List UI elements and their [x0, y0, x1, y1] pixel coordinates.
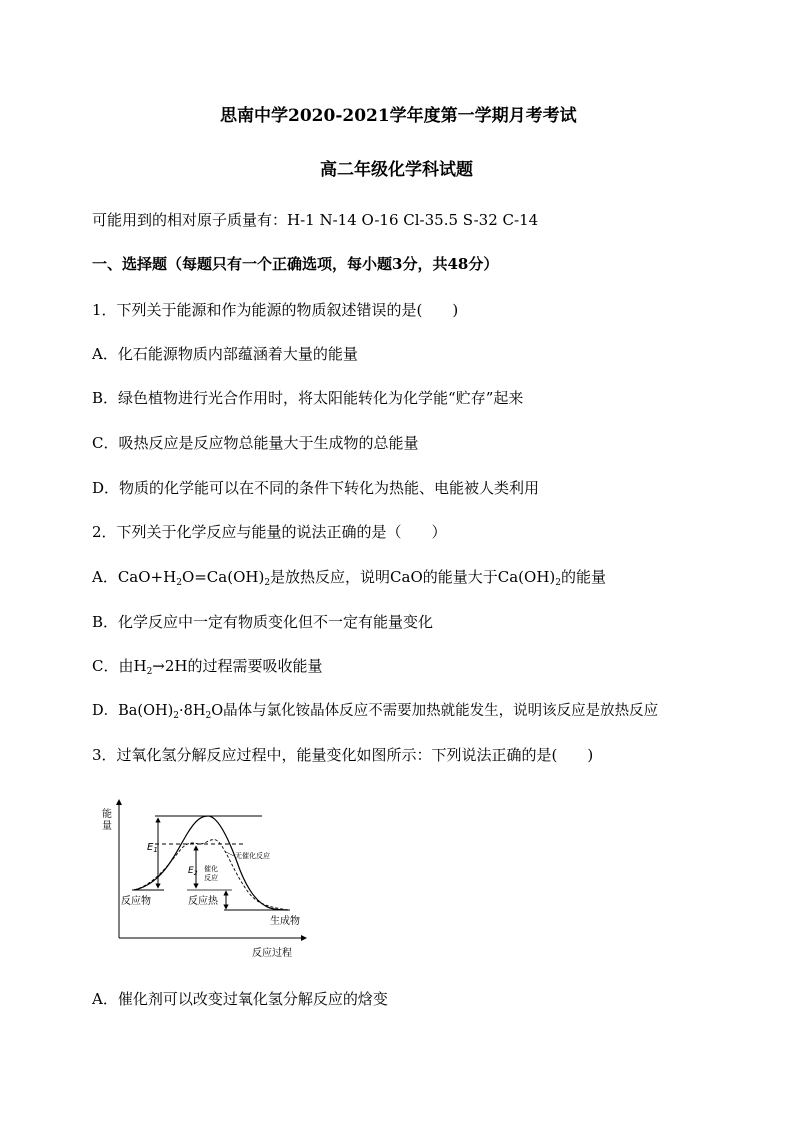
- q3-option-a: A．催化剂可以改变过氧化氢分解反应的焓变: [92, 990, 388, 1008]
- exam-subtitle: 高二年级化学科试题: [320, 160, 473, 180]
- energy-profile-diagram: [92, 796, 312, 964]
- heat-label: 反应热: [188, 896, 218, 907]
- q2d-text-2: ·8H: [179, 703, 206, 719]
- q2d-sub-1: 2: [173, 711, 180, 721]
- q1-option-d: D．物质的化学能可以在不同的条件下转化为热能、电能被人类利用: [92, 479, 540, 497]
- question-2-stem: 2．下列关于化学反应与能量的说法正确的是（ ）: [92, 523, 447, 541]
- product-label: 生成物: [270, 916, 300, 927]
- catalyzed-label-line-1: 催化: [204, 865, 218, 873]
- q1-option-b: B．绿色植物进行光合作用时，将太阳能转化为化学能“贮存”起来: [92, 389, 524, 407]
- catalyzed-label-line-2: 反应: [204, 874, 218, 882]
- q2c-sub-1: 2: [146, 667, 153, 677]
- q2-option-a: [92, 567, 606, 587]
- atomic-masses: 可能用到的相对原子质量有：H-1 N-14 O-16 Cl-35.5 S-32 C-14: [92, 211, 539, 229]
- e2-label: $E_2$: [188, 866, 198, 877]
- q2d-text-1: D．Ba(OH): [92, 703, 174, 719]
- q2a-sub-2: 2: [264, 578, 271, 588]
- q1-option-a: A．化石能源物质内部蕴涵着大量的能量: [92, 345, 358, 363]
- q2d-sub-2: 2: [205, 711, 212, 721]
- q2-option-b: B．化学反应中一定有物质变化但不一定有能量变化: [92, 613, 434, 631]
- q2a-sub-3: 2: [555, 578, 562, 588]
- q2-option-d: [92, 701, 658, 721]
- q1-option-c: C．吸热反应是反应物总能量大于生成物的总能量: [92, 434, 419, 452]
- q2c-text-2: →2H的过程需要吸收能量: [152, 657, 323, 675]
- question-1-stem: 1．下列关于能源和作为能源的物质叙述错误的是( ): [92, 301, 459, 319]
- q2a-sub-1: 2: [176, 578, 182, 588]
- exam-title: 思南中学2020-2021学年度第一学期月考考试: [220, 106, 577, 126]
- x-axis-label: 反应过程: [252, 948, 292, 959]
- e1-label: $E_1$: [147, 842, 158, 854]
- q2a-text-1: A．CaO+H: [92, 568, 177, 586]
- q2a-text-2: O=Ca(OH): [181, 568, 265, 586]
- q2-option-c: [92, 656, 323, 676]
- q2c-text-1: C．由H: [92, 657, 147, 675]
- y-axis-label-char-2: 量: [102, 821, 112, 832]
- q2a-text-3: 是放热反应，说明CaO的能量大于Ca(OH): [270, 568, 556, 586]
- q2a-text-4: 的能量: [561, 568, 607, 586]
- reactant-label: 反应物: [121, 896, 151, 907]
- question-3-stem: 3．过氧化氢分解反应过程中，能量变化如图所示：下列说法正确的是( ): [92, 746, 594, 764]
- section-heading: 一、选择题（每题只有一个正确选项，每小题3分，共48分）: [92, 255, 499, 273]
- y-axis-label-char-1: 能: [102, 809, 112, 820]
- uncatalyzed-label: 无催化反应: [235, 852, 270, 860]
- q2d-text-3: O晶体与氯化铵晶体反应不需要加热就能发生，说明该反应是放热反应: [211, 703, 659, 719]
